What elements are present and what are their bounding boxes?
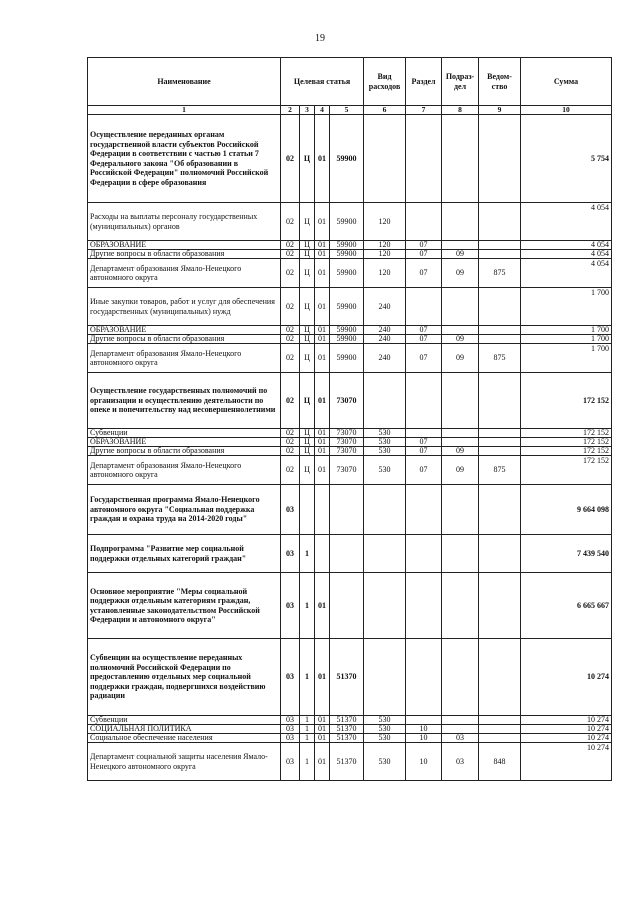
row-department	[479, 326, 521, 335]
row-sum: 10 274	[521, 734, 612, 743]
row-code-3: 01	[315, 344, 330, 373]
row-expense-type: 240	[364, 344, 406, 373]
row-subsection: 09	[442, 447, 479, 456]
row-section: 07	[406, 326, 442, 335]
row-department	[479, 535, 521, 573]
row-subsection: 03	[442, 743, 479, 781]
table-row	[88, 438, 612, 447]
table-row	[88, 429, 612, 438]
row-department	[479, 639, 521, 716]
row-code-4: 59900	[330, 203, 364, 241]
table-row	[88, 639, 612, 716]
row-department	[479, 716, 521, 725]
row-sum: 10 274	[521, 639, 612, 716]
header-section: Раздел	[406, 58, 442, 106]
row-code-4	[330, 573, 364, 639]
row-name: Департамент социальной защиты населения Ямало-Ненецкого автономного округа	[88, 743, 281, 781]
row-subsection	[442, 573, 479, 639]
row-subsection	[442, 429, 479, 438]
table-row	[88, 456, 612, 485]
row-name: Субвенции на осуществление переданных полномочий Российской Федерации по предоставлению отдельных мер социальной поддержки граждан, подвергшихся воздействию радиации	[88, 639, 281, 716]
row-sum: 172 152	[521, 429, 612, 438]
row-code-4: 51370	[330, 743, 364, 781]
row-code-1: 02	[281, 429, 300, 438]
row-name: ОБРАЗОВАНИЕ	[88, 241, 281, 250]
row-section: 10	[406, 734, 442, 743]
col-number: 7	[406, 106, 442, 115]
row-expense-type	[364, 535, 406, 573]
row-expense-type: 530	[364, 734, 406, 743]
row-subsection	[442, 438, 479, 447]
row-code-4: 51370	[330, 716, 364, 725]
row-code-4: 51370	[330, 734, 364, 743]
row-expense-type: 530	[364, 438, 406, 447]
table-row	[88, 485, 612, 535]
row-name: Другие вопросы в области образования	[88, 447, 281, 456]
row-code-4: 73070	[330, 456, 364, 485]
header-target: Целевая статья	[281, 58, 364, 106]
row-code-2: Ц	[300, 344, 315, 373]
row-department	[479, 447, 521, 456]
table-row	[88, 725, 612, 734]
row-section	[406, 203, 442, 241]
header-department: Ведом-ство	[479, 58, 521, 106]
row-code-3: 01	[315, 456, 330, 485]
row-section: 10	[406, 725, 442, 734]
row-expense-type: 120	[364, 203, 406, 241]
col-number: 3	[300, 106, 315, 115]
row-code-1: 02	[281, 447, 300, 456]
row-department	[479, 335, 521, 344]
row-code-4: 59900	[330, 326, 364, 335]
row-section	[406, 639, 442, 716]
row-code-2: Ц	[300, 456, 315, 485]
row-subsection: 03	[442, 734, 479, 743]
row-section: 07	[406, 456, 442, 485]
table-row	[88, 573, 612, 639]
row-code-4: 73070	[330, 429, 364, 438]
table-row	[88, 203, 612, 241]
row-code-2: Ц	[300, 335, 315, 344]
row-code-2: Ц	[300, 288, 315, 326]
row-department	[479, 734, 521, 743]
row-code-4: 59900	[330, 115, 364, 203]
row-name: Государственная программа Ямало-Ненецкого автономного округа "Социальная поддержка граждан и охрана труда на 2014-2020 годы"	[88, 485, 281, 535]
row-name: Субвенции	[88, 716, 281, 725]
row-name: Другие вопросы в области образования	[88, 250, 281, 259]
row-section: 07	[406, 335, 442, 344]
table-row	[88, 250, 612, 259]
row-subsection	[442, 241, 479, 250]
row-code-3: 01	[315, 288, 330, 326]
table-row	[88, 373, 612, 429]
row-name: Осуществление переданных органам государственной власти субъектов Российской Федерации в соответствии с частью 1 статьи 7 Федерального закона "Об образовании в Российской Федерации" полномочий Российской Федерации в сфере образования	[88, 115, 281, 203]
row-expense-type: 120	[364, 250, 406, 259]
table-row	[88, 535, 612, 573]
row-sum: 4 054	[521, 241, 612, 250]
row-department	[479, 250, 521, 259]
table-row	[88, 734, 612, 743]
row-code-1: 03	[281, 743, 300, 781]
row-sum: 1 700	[521, 326, 612, 335]
row-expense-type: 240	[364, 326, 406, 335]
row-department	[479, 115, 521, 203]
row-expense-type: 530	[364, 429, 406, 438]
row-code-1: 02	[281, 259, 300, 288]
row-code-3: 01	[315, 335, 330, 344]
row-section	[406, 573, 442, 639]
row-code-1: 02	[281, 373, 300, 429]
row-sum: 172 152	[521, 456, 612, 485]
row-section: 07	[406, 447, 442, 456]
row-code-4: 51370	[330, 639, 364, 716]
row-subsection	[442, 716, 479, 725]
row-section: 07	[406, 250, 442, 259]
row-code-1: 02	[281, 250, 300, 259]
row-subsection: 09	[442, 259, 479, 288]
row-code-1: 03	[281, 725, 300, 734]
row-code-2: Ц	[300, 115, 315, 203]
row-code-1: 03	[281, 535, 300, 573]
row-code-1: 02	[281, 203, 300, 241]
col-number: 10	[521, 106, 612, 115]
row-sum: 4 054	[521, 203, 612, 241]
row-name: Основное мероприятие "Меры социальной поддержки отдельным категориям граждан, установленные законодательством Российской Федерации и автономного округа"	[88, 573, 281, 639]
row-code-1: 02	[281, 438, 300, 447]
row-code-3: 01	[315, 438, 330, 447]
row-expense-type: 120	[364, 259, 406, 288]
table-row	[88, 326, 612, 335]
budget-table	[87, 57, 612, 781]
row-name: Департамент образования Ямало-Ненецкого автономного округа	[88, 344, 281, 373]
row-section	[406, 288, 442, 326]
table-row	[88, 115, 612, 203]
row-section	[406, 373, 442, 429]
row-subsection	[442, 326, 479, 335]
row-name: ОБРАЗОВАНИЕ	[88, 438, 281, 447]
table-row	[88, 447, 612, 456]
row-sum: 7 439 540	[521, 535, 612, 573]
row-section: 07	[406, 241, 442, 250]
row-code-4: 73070	[330, 447, 364, 456]
row-subsection: 09	[442, 335, 479, 344]
row-name: Расходы на выплаты персоналу государственных (муниципальных) органов	[88, 203, 281, 241]
row-code-3: 01	[315, 573, 330, 639]
row-name: ОБРАЗОВАНИЕ	[88, 326, 281, 335]
row-sum: 1 700	[521, 344, 612, 373]
row-code-2: Ц	[300, 373, 315, 429]
row-expense-type: 530	[364, 447, 406, 456]
row-subsection	[442, 725, 479, 734]
row-department: 848	[479, 743, 521, 781]
row-code-4: 59900	[330, 250, 364, 259]
row-code-1: 03	[281, 639, 300, 716]
row-department: 875	[479, 259, 521, 288]
row-expense-type	[364, 373, 406, 429]
row-code-1: 02	[281, 326, 300, 335]
row-subsection	[442, 535, 479, 573]
col-number: 2	[281, 106, 300, 115]
column-number-row	[88, 106, 612, 115]
row-department	[479, 725, 521, 734]
row-subsection: 09	[442, 250, 479, 259]
row-name: Субвенции	[88, 429, 281, 438]
row-code-2: Ц	[300, 447, 315, 456]
row-name: Социальное обеспечение населения	[88, 734, 281, 743]
row-sum: 9 664 098	[521, 485, 612, 535]
row-section: 10	[406, 743, 442, 781]
row-expense-type: 530	[364, 725, 406, 734]
row-code-4: 59900	[330, 288, 364, 326]
header-expense-type: Вид расходов	[364, 58, 406, 106]
row-name: Подпрограмма "Развитие мер социальной поддержки отдельных категорий граждан"	[88, 535, 281, 573]
row-code-2: 1	[300, 716, 315, 725]
table-header-row	[88, 58, 612, 106]
row-code-3: 01	[315, 250, 330, 259]
col-number: 9	[479, 106, 521, 115]
row-section	[406, 485, 442, 535]
row-sum: 10 274	[521, 716, 612, 725]
row-section	[406, 429, 442, 438]
row-code-3: 01	[315, 725, 330, 734]
row-department: 875	[479, 344, 521, 373]
row-name: Другие вопросы в области образования	[88, 335, 281, 344]
row-code-1: 02	[281, 288, 300, 326]
col-number: 4	[315, 106, 330, 115]
row-code-1: 02	[281, 115, 300, 203]
row-subsection: 09	[442, 456, 479, 485]
row-sum: 10 274	[521, 743, 612, 781]
row-section	[406, 115, 442, 203]
row-sum: 6 665 667	[521, 573, 612, 639]
row-code-3: 01	[315, 373, 330, 429]
table-row	[88, 259, 612, 288]
row-department	[479, 429, 521, 438]
row-expense-type	[364, 485, 406, 535]
table-row	[88, 288, 612, 326]
row-code-4: 51370	[330, 725, 364, 734]
header-subsection: Подраз-дел	[442, 58, 479, 106]
row-code-4: 73070	[330, 438, 364, 447]
row-expense-type	[364, 573, 406, 639]
row-name: СОЦИАЛЬНАЯ ПОЛИТИКА	[88, 725, 281, 734]
row-sum: 172 152	[521, 373, 612, 429]
row-subsection	[442, 203, 479, 241]
row-code-2: 1	[300, 535, 315, 573]
row-sum: 5 754	[521, 115, 612, 203]
row-name: Департамент образования Ямало-Ненецкого автономного округа	[88, 259, 281, 288]
row-expense-type: 240	[364, 335, 406, 344]
row-code-2: 1	[300, 573, 315, 639]
row-code-2: 1	[300, 639, 315, 716]
row-code-4: 73070	[330, 373, 364, 429]
row-subsection: 09	[442, 344, 479, 373]
row-name: Осуществление государственных полномочий по организации и осуществлению деятельности по опеке и попечительству над несовершеннолетними	[88, 373, 281, 429]
row-code-2: 1	[300, 743, 315, 781]
row-expense-type	[364, 639, 406, 716]
row-section	[406, 535, 442, 573]
row-code-3: 01	[315, 734, 330, 743]
table-row	[88, 743, 612, 781]
table-row	[88, 344, 612, 373]
row-code-2: 1	[300, 734, 315, 743]
row-code-2: Ц	[300, 259, 315, 288]
page-number: 19	[315, 33, 325, 44]
row-expense-type: 530	[364, 456, 406, 485]
col-number: 8	[442, 106, 479, 115]
row-code-3: 01	[315, 115, 330, 203]
row-department	[479, 573, 521, 639]
row-code-3	[315, 485, 330, 535]
row-sum: 1 700	[521, 335, 612, 344]
row-code-2: Ц	[300, 250, 315, 259]
col-number: 1	[88, 106, 281, 115]
table-row	[88, 335, 612, 344]
row-code-2: Ц	[300, 326, 315, 335]
row-department	[479, 438, 521, 447]
row-code-3: 01	[315, 743, 330, 781]
row-code-1: 03	[281, 485, 300, 535]
row-code-3: 01	[315, 241, 330, 250]
row-code-4	[330, 535, 364, 573]
row-code-2: 1	[300, 725, 315, 734]
row-code-1: 02	[281, 344, 300, 373]
row-code-3: 01	[315, 326, 330, 335]
row-expense-type	[364, 115, 406, 203]
row-section: 07	[406, 344, 442, 373]
row-code-3: 01	[315, 203, 330, 241]
row-department: 875	[479, 456, 521, 485]
row-code-2	[300, 485, 315, 535]
row-sum: 4 054	[521, 259, 612, 288]
row-name: Иные закупки товаров, работ и услуг для обеспечения государственных (муниципальных) нужд	[88, 288, 281, 326]
row-code-3: 01	[315, 639, 330, 716]
row-sum: 4 054	[521, 250, 612, 259]
row-code-3: 01	[315, 259, 330, 288]
row-subsection	[442, 373, 479, 429]
row-code-4	[330, 485, 364, 535]
table-row	[88, 241, 612, 250]
row-subsection	[442, 115, 479, 203]
row-code-2: Ц	[300, 241, 315, 250]
row-name: Департамент образования Ямало-Ненецкого автономного округа	[88, 456, 281, 485]
col-number: 6	[364, 106, 406, 115]
row-code-1: 02	[281, 241, 300, 250]
header-name: Наименование	[88, 58, 281, 106]
row-code-3: 01	[315, 447, 330, 456]
row-subsection	[442, 485, 479, 535]
row-sum: 172 152	[521, 438, 612, 447]
row-subsection	[442, 639, 479, 716]
row-department	[479, 241, 521, 250]
row-code-4: 59900	[330, 335, 364, 344]
row-code-3: 01	[315, 716, 330, 725]
row-expense-type: 120	[364, 241, 406, 250]
row-sum: 172 152	[521, 447, 612, 456]
row-code-4: 59900	[330, 259, 364, 288]
row-code-2: Ц	[300, 438, 315, 447]
row-code-4: 59900	[330, 344, 364, 373]
row-department	[479, 203, 521, 241]
row-sum: 10 274	[521, 725, 612, 734]
row-department	[479, 288, 521, 326]
row-expense-type: 240	[364, 288, 406, 326]
row-code-3	[315, 535, 330, 573]
row-code-3: 01	[315, 429, 330, 438]
row-sum: 1 700	[521, 288, 612, 326]
row-section: 07	[406, 259, 442, 288]
row-code-2: Ц	[300, 203, 315, 241]
row-code-1: 03	[281, 734, 300, 743]
row-subsection	[442, 288, 479, 326]
row-department	[479, 373, 521, 429]
row-department	[479, 485, 521, 535]
table-row	[88, 716, 612, 725]
row-code-2: Ц	[300, 429, 315, 438]
row-section	[406, 716, 442, 725]
row-code-1: 03	[281, 573, 300, 639]
header-sum: Сумма	[521, 58, 612, 106]
row-expense-type: 530	[364, 716, 406, 725]
row-code-1: 02	[281, 335, 300, 344]
row-code-1: 03	[281, 716, 300, 725]
row-section: 07	[406, 438, 442, 447]
row-expense-type: 530	[364, 743, 406, 781]
col-number: 5	[330, 106, 364, 115]
row-code-1: 02	[281, 456, 300, 485]
row-code-4: 59900	[330, 241, 364, 250]
